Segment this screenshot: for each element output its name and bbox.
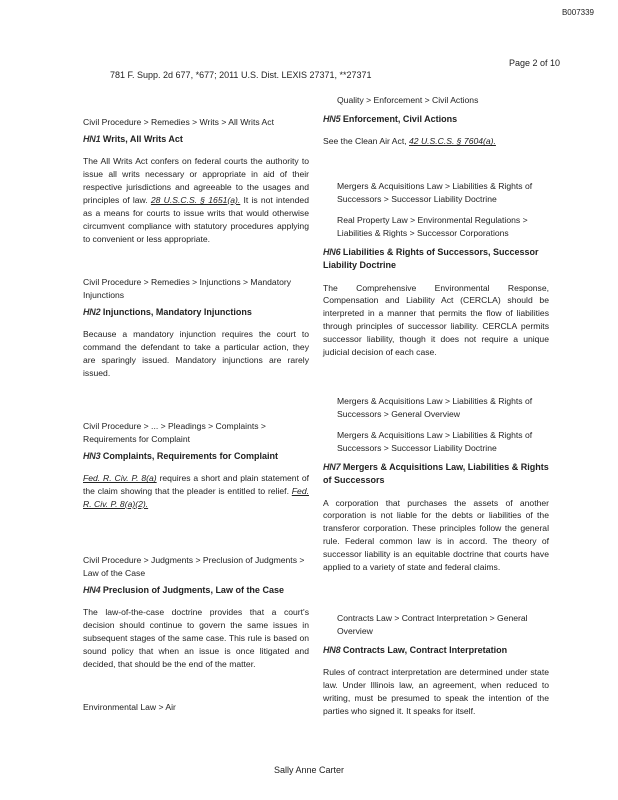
topic-path: Mergers & Acquisitions Law > Liabilities & Rights of Successors > General Overview — [337, 396, 533, 419]
headnote-label[interactable]: HN3 — [83, 450, 101, 461]
right-block-successor — [323, 180, 549, 359]
headnote-label[interactable]: HN6 — [323, 246, 341, 257]
headnote-heading — [83, 584, 309, 598]
headnote-text: The Comprehensive Environmental Response, Compensation and Liability Act (CERCLA) should be interpreted in a manner that permits the flow of liabilities through principles of successor liability. CERCLA permits successor liability, though it does not require a unique judicial decision of each case. — [323, 282, 549, 358]
headnote-title: Injunctions, Mandatory Injunctions — [102, 306, 252, 317]
topic-path: Contracts Law > Contract Interpretation > General Overview — [337, 613, 528, 636]
headnote-title: Liabilities & Rights of Successors, Successor Liability Doctrine — [323, 246, 539, 271]
right-block-enforcement — [323, 94, 549, 148]
topic-path: Quality > Enforcement > Civil Actions — [337, 95, 479, 105]
headnote-text: A corporation that purchases the assets of another corporation is not liable for the debts or liabilities of the transferor corporation. These principles follow the general rule. Federal common law is in accord. The theory of successor liability is an equitable doctrine that courts have applied to a variety of state and federal claims. — [323, 497, 549, 573]
rule-cite-link[interactable]: Fed. R. Civ. P. 8(a)(2). — [83, 486, 309, 510]
headnote-heading — [83, 450, 309, 464]
right-block-contracts — [323, 612, 549, 718]
headnote-title: Preclusion of Judgments, Law of the Case — [102, 584, 284, 595]
headnote-heading — [323, 644, 549, 658]
headnote-heading — [83, 133, 309, 147]
rule-cite-link[interactable]: Fed. R. Civ. P. 8(a) — [83, 473, 157, 484]
headnote-heading — [323, 113, 549, 127]
headnote-title: Writs, All Writs Act — [102, 133, 183, 144]
headnote-text: Rules of contract interpretation are determined under state law. Under Illinois law, an agreement, when reduced to writing, must be presumed to speak the intention of the parties who signed it. It speaks for itself. — [323, 667, 549, 716]
headnote-heading — [323, 246, 549, 273]
headnote-title: Complaints, Requirements for Complaint — [102, 450, 278, 461]
left-block-injunctions — [83, 276, 309, 380]
left-block-law-of-case — [83, 554, 309, 671]
topic-path: Civil Procedure > ... > Pleadings > Complaints > Requirements for Complaint — [83, 421, 266, 444]
topic-path: Civil Procedure > Remedies > Injunctions > Mandatory Injunctions — [83, 277, 292, 300]
topic-path: Mergers & Acquisitions Law > Liabilities & Rights of Successors > Successor Liability Doctrine — [337, 181, 533, 204]
citation-line: 781 F. Supp. 2d 677, *677; 2011 U.S. Dist. LEXIS 27371, **27371 — [110, 70, 372, 80]
statute-cite-link[interactable]: 42 U.S.C.S. § 7604(a). — [409, 136, 496, 147]
topic-path: Real Property Law > Environmental Regulations > Liabilities & Rights > Successor Corporations — [337, 214, 528, 238]
right-block-mergers — [323, 395, 549, 574]
headnote-title: Contracts Law, Contract Interpretation — [342, 644, 508, 655]
headnote-title: Mergers & Acquisitions Law, Liabilities & Rights of Successors — [323, 461, 549, 486]
document-number: B007339 — [561, 8, 594, 17]
headnote-label[interactable]: HN1 — [83, 133, 101, 144]
headnote-text: The All Writs Act confers on federal courts the authority to issue all writs necessary or appropriate in aid of their respective jurisdictions and agreeable to the usages and principles of law. 28 U.S.C.S. § 1651(a). It is not intended as a means for courts to issue writs that would otherwise circumvent compliance with statutory procedures applying to convenient or less appropriate. — [83, 156, 309, 244]
headnote-label[interactable]: HN2 — [83, 306, 101, 317]
statute-cite-link[interactable]: 28 U.S.C.S. § 1651(a). — [150, 195, 241, 206]
topic-path: Civil Procedure > Remedies > Writs > All Writs Act — [83, 117, 274, 127]
topic-path: Civil Procedure > Judgments > Preclusion of Judgments > Law of the Case — [83, 555, 305, 578]
headnote-label[interactable]: HN4 — [83, 584, 101, 595]
headnote-title: Enforcement, Civil Actions — [342, 113, 458, 124]
topic-path: Mergers & Acquisitions Law > Liabilities & Rights of Successors > Successor Liability Doctrine — [337, 429, 533, 453]
headnote-heading — [323, 461, 549, 488]
headnote-text: The law-of-the-case doctrine provides that a court's decision should continue to govern the same issues in subsequent stages of the same case. This rule is based on sound policy that when an issue is once litigated and decided, that should be the end of the matter. — [83, 607, 309, 669]
page-label: Page 2 of 10 — [508, 58, 560, 68]
headnote-text: See the Clean Air Act, 42 U.S.C.S. § 7604(a). — [323, 136, 496, 147]
topic-path: Environmental Law > Air — [83, 702, 176, 712]
footer-author: Sally Anne Carter — [273, 765, 345, 775]
headnote-label[interactable]: HN7 — [323, 461, 341, 472]
headnote-text: Because a mandatory injunction requires the court to command the defendant to take a particular action, they are sparingly issued. Mandatory injunctions are rarely issued. — [83, 329, 309, 378]
left-block-complaints — [83, 420, 309, 511]
headnote-label[interactable]: HN8 — [323, 644, 341, 655]
left-block-writs — [83, 116, 309, 246]
left-block-environmental — [83, 701, 309, 714]
headnote-heading — [83, 306, 309, 320]
headnote-label[interactable]: HN5 — [323, 113, 341, 124]
headnote-text: Fed. R. Civ. P. 8(a) requires a short and plain statement of the claim showing that the pleader is entitled to relief. Fed. R. Civ. P. 8(a)(2). — [83, 473, 309, 510]
